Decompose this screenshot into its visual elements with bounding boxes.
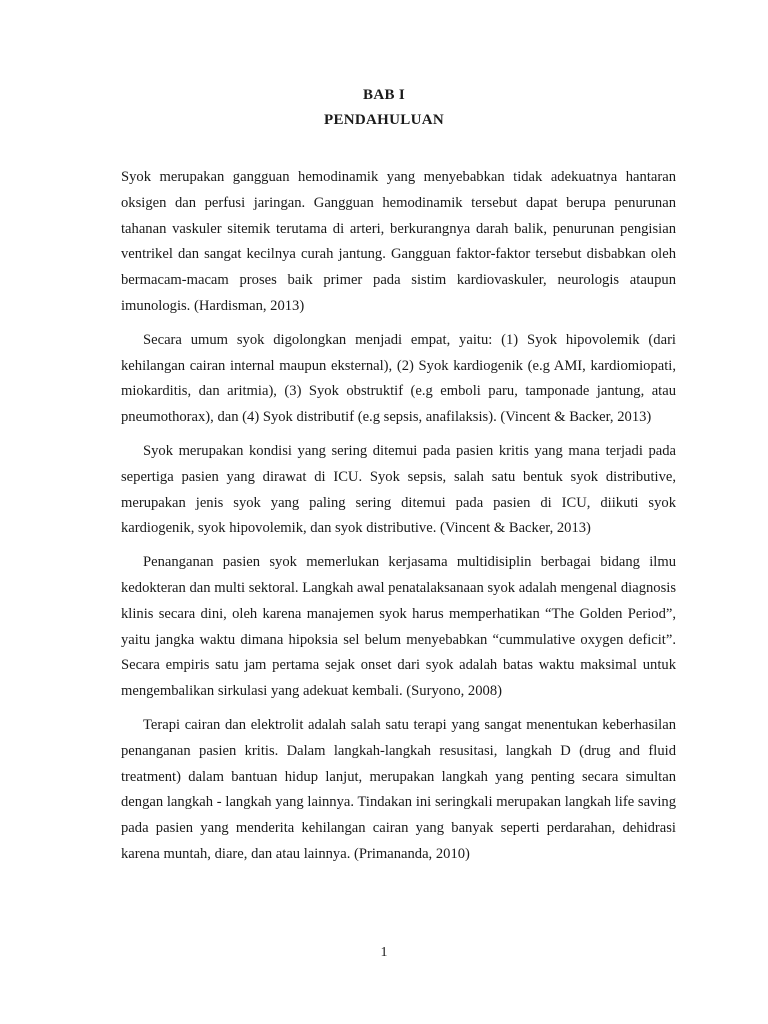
page-number: 1	[380, 945, 388, 960]
paragraph-4: Penanganan pasien syok memerlukan kerjasama multidisiplin berbagai bidang ilmu kedokteran dan multi sektoral. Langkah awal penatalaksanaan syok adalah mengenal diagnosis klinis secara dini, oleh karena manajemen syok harus memperhatikan “The Golden Period”, yaitu jangka waktu dimana hipoksia sel belum menyebabkan “cummulative oxygen deficit”. Secara empiris satu jam pertama sejak onset dari syok adalah batas waktu maksimal untuk mengembalikan sirkulasi yang adekuat kembali. (Suryono, 2008)	[121, 554, 676, 700]
chapter-heading: BAB I	[363, 87, 405, 103]
paragraph-2: Secara umum syok digolongkan menjadi empat, yaitu: (1) Syok hipovolemik (dari kehilangan cairan internal maupun eksternal), (2) Syok kardiogenik (e.g AMI, kardiomiopati, miokarditis, dan aritmia), (3) Syok obstruktif (e.g emboli paru, tamponade jantung, atau pneumothorax), dan (4) Syok distributif (e.g sepsis, anafilaksis). (Vincent & Backer, 2013)	[121, 331, 676, 426]
paragraph-3: Syok merupakan kondisi yang sering ditemui pada pasien kritis yang mana terjadi pada sepertiga pasien yang dirawat di ICU. Syok sepsis, salah satu bentuk syok distributive, merupakan jenis syok yang paling sering ditemui pada pasien di ICU, diikuti syok kardiogenik, syok hipovolemik, dan syok distributive. (Vincent & Backer, 2013)	[121, 442, 676, 537]
paragraph-5: Terapi cairan dan elektrolit adalah salah satu terapi yang sangat menentukan keberhasilan penanganan pasien kritis. Dalam langkah-langkah resusitasi, langkah D (drug and fluid treatment) dalam bantuan hidup lanjut, merupakan langkah yang penting secara simultan dengan langkah - langkah yang lainnya. Tindakan ini seringkali merupakan langkah life saving pada pasien yang menderita kehilangan cairan yang banyak seperti perdarahan, dehidrasi karena muntah, diare, dan atau lainnya. (Primananda, 2010)	[121, 716, 676, 862]
document-body	[121, 165, 676, 876]
chapter-title: PENDAHULUAN	[324, 112, 444, 128]
paragraph-1: Syok merupakan gangguan hemodinamik yang menyebabkan tidak adekuatnya hantaran oksigen dan perfusi jaringan. Gangguan hemodinamik tersebut dapat berupa penurunan tahanan vaskuler sitemik terutama di arteri, berkurangnya darah balik, penurunan pengisian ventrikel dan sangat kecilnya curah jantung. Gangguan faktor-faktor tersebut disbabkan oleh bermacam-macam proses baik primer pada sistim kardiovaskuler, neurologis ataupun imunologis. (Hardisman, 2013)	[121, 169, 676, 314]
